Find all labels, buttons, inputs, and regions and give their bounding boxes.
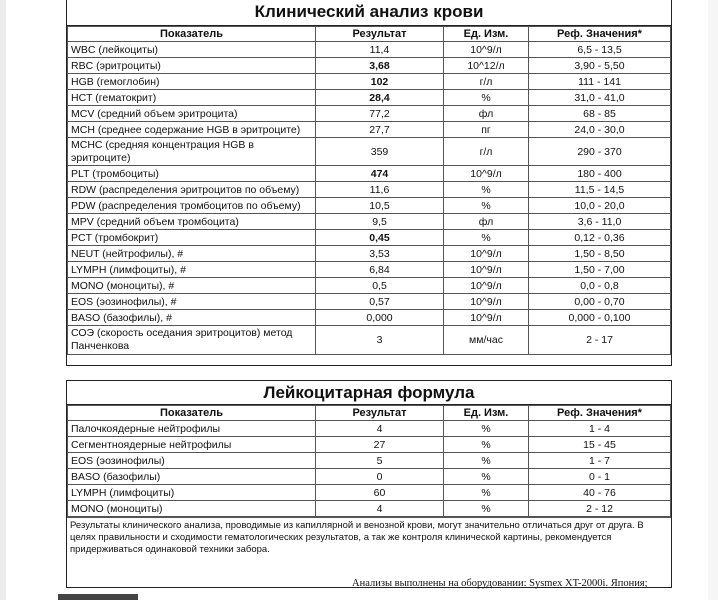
result-cell: 474 — [316, 166, 444, 182]
header-reference: Реф. Значения* — [529, 406, 671, 421]
cbc-section — [66, 0, 672, 366]
header-reference: Реф. Значения* — [529, 27, 671, 42]
result-cell: 9,5 — [316, 214, 444, 230]
leukocyte-table — [67, 405, 671, 517]
cbc-table-body — [68, 42, 671, 355]
table-row — [68, 58, 671, 74]
table-row — [68, 453, 671, 469]
result-cell: 0,5 — [316, 278, 444, 294]
reference-cell: 0,00 - 0,70 — [529, 294, 671, 310]
result-cell: 4 — [316, 421, 444, 437]
unit-cell: % — [444, 437, 529, 453]
indicator-cell: MCHC (средняя концентрация HGB в эритроците) — [68, 138, 316, 166]
table-row — [68, 469, 671, 485]
disclaimer-note: Результаты клинического анализа, проводимые из капиллярной и венозной крови, могут значительно отличаться друг от друга. В целях правильности и сходимости гематологических результатов, а так же контроля клинической картины, рекомендуется придерживаться одинаковой техники забора. — [67, 517, 671, 558]
page-right-edge — [708, 0, 718, 600]
reference-cell: 1 - 7 — [529, 453, 671, 469]
unit-cell: 10^9/л — [444, 310, 529, 326]
result-cell: 0 — [316, 469, 444, 485]
indicator-cell: MPV (средний объем тромбоцита) — [68, 214, 316, 230]
unit-cell: % — [444, 421, 529, 437]
table-row — [68, 214, 671, 230]
table-row — [68, 326, 671, 355]
result-cell: 3,68 — [316, 58, 444, 74]
unit-cell: % — [444, 182, 529, 198]
unit-cell: 10^9/л — [444, 166, 529, 182]
header-result: Результат — [316, 27, 444, 42]
leukocyte-section — [66, 380, 672, 588]
reference-cell: 0,12 - 0,36 — [529, 230, 671, 246]
table-row — [68, 122, 671, 138]
indicator-cell: MONO (моноциты), # — [68, 278, 316, 294]
indicator-cell: LYMPH (лимфоциты), # — [68, 262, 316, 278]
table-row — [68, 437, 671, 453]
result-cell: 0,57 — [316, 294, 444, 310]
reference-cell: 0 - 1 — [529, 469, 671, 485]
result-cell: 4 — [316, 501, 444, 517]
indicator-cell: EOS (эозинофилы), # — [68, 294, 316, 310]
unit-cell: 10^12/л — [444, 58, 529, 74]
cbc-header-row — [68, 27, 671, 42]
unit-cell: % — [444, 469, 529, 485]
unit-cell: % — [444, 501, 529, 517]
indicator-cell: RBC (эритроциты) — [68, 58, 316, 74]
reference-cell: 2 - 17 — [529, 326, 671, 355]
reference-cell: 15 - 45 — [529, 437, 671, 453]
unit-cell: 10^9/л — [444, 262, 529, 278]
indicator-cell: HCT (гематокрит) — [68, 90, 316, 106]
reference-cell: 31,0 - 41,0 — [529, 90, 671, 106]
indicator-cell: СОЭ (скорость оседания эритроцитов) метод Панченкова — [68, 326, 316, 355]
reference-cell: 3,90 - 5,50 — [529, 58, 671, 74]
header-indicator: Показатель — [68, 27, 316, 42]
result-cell: 28,4 — [316, 90, 444, 106]
table-row — [68, 182, 671, 198]
unit-cell: пг — [444, 122, 529, 138]
reference-cell: 3,6 - 11,0 — [529, 214, 671, 230]
reference-cell: 68 - 85 — [529, 106, 671, 122]
result-cell: 77,2 — [316, 106, 444, 122]
indicator-cell: PDW (распределения тромбоцитов по объему) — [68, 198, 316, 214]
indicator-cell: PLT (тромбоциты) — [68, 166, 316, 182]
result-cell: 11,6 — [316, 182, 444, 198]
indicator-cell: BASO (базофилы) — [68, 469, 316, 485]
unit-cell: мм/час — [444, 326, 529, 355]
reference-cell: 0,000 - 0,100 — [529, 310, 671, 326]
indicator-cell: MONO (моноциты) — [68, 501, 316, 517]
cbc-table — [67, 26, 671, 355]
result-cell: 60 — [316, 485, 444, 501]
result-cell: 3,53 — [316, 246, 444, 262]
header-result: Результат — [316, 406, 444, 421]
cut-off-logo — [58, 594, 138, 600]
unit-cell: 10^9/л — [444, 246, 529, 262]
reference-cell: 24,0 - 30,0 — [529, 122, 671, 138]
result-cell: 5 — [316, 453, 444, 469]
result-cell: 0,45 — [316, 230, 444, 246]
reference-cell: 1,50 - 7,00 — [529, 262, 671, 278]
reference-cell: 2 - 12 — [529, 501, 671, 517]
indicator-cell: PCT (тромбокрит) — [68, 230, 316, 246]
table-row — [68, 294, 671, 310]
indicator-cell: Сегментноядерные нейтрофилы — [68, 437, 316, 453]
unit-cell: % — [444, 90, 529, 106]
reference-cell: 0,0 - 0,8 — [529, 278, 671, 294]
result-cell: 359 — [316, 138, 444, 166]
unit-cell: % — [444, 198, 529, 214]
cbc-title: Клинический анализ крови — [67, 0, 671, 26]
unit-cell: 10^9/л — [444, 278, 529, 294]
indicator-cell: WBC (лейкоциты) — [68, 42, 316, 58]
table-row — [68, 278, 671, 294]
reference-cell: 6,5 - 13,5 — [529, 42, 671, 58]
table-row — [68, 485, 671, 501]
result-cell: 102 — [316, 74, 444, 90]
indicator-cell: RDW (распределения эритроцитов по объему) — [68, 182, 316, 198]
reference-cell: 11,5 - 14,5 — [529, 182, 671, 198]
reference-cell: 1 - 4 — [529, 421, 671, 437]
unit-cell: % — [444, 485, 529, 501]
table-row — [68, 198, 671, 214]
table-row — [68, 42, 671, 58]
reference-cell: 40 - 76 — [529, 485, 671, 501]
unit-cell: 10^9/л — [444, 294, 529, 310]
unit-cell: % — [444, 453, 529, 469]
header-unit: Ед. Изм. — [444, 406, 529, 421]
result-cell: 3 — [316, 326, 444, 355]
indicator-cell: MCV (средний объем эритроцита) — [68, 106, 316, 122]
table-row — [68, 106, 671, 122]
unit-cell: г/л — [444, 74, 529, 90]
result-cell: 11,4 — [316, 42, 444, 58]
indicator-cell: Палочкоядерные нейтрофилы — [68, 421, 316, 437]
table-row — [68, 246, 671, 262]
leukocyte-table-body — [68, 421, 671, 517]
table-row — [68, 90, 671, 106]
indicator-cell: LYMPH (лимфоциты) — [68, 485, 316, 501]
equipment-footer: Анализы выполнены на оборудовании: Sysmex XT-2000i. Япония; — [352, 578, 648, 589]
page-left-edge — [0, 0, 6, 600]
table-row — [68, 262, 671, 278]
result-cell: 27 — [316, 437, 444, 453]
unit-cell: г/л — [444, 138, 529, 166]
unit-cell: фл — [444, 214, 529, 230]
table-row — [68, 138, 671, 166]
unit-cell: 10^9/л — [444, 42, 529, 58]
reference-cell: 10,0 - 20,0 — [529, 198, 671, 214]
result-cell: 0,000 — [316, 310, 444, 326]
indicator-cell: HGB (гемоглобин) — [68, 74, 316, 90]
reference-cell: 111 - 141 — [529, 74, 671, 90]
indicator-cell: NEUT (нейтрофилы), # — [68, 246, 316, 262]
result-cell: 27,7 — [316, 122, 444, 138]
table-row — [68, 166, 671, 182]
result-cell: 6,84 — [316, 262, 444, 278]
table-row — [68, 310, 671, 326]
result-cell: 10,5 — [316, 198, 444, 214]
table-row — [68, 230, 671, 246]
indicator-cell: EOS (эозинофилы) — [68, 453, 316, 469]
header-indicator: Показатель — [68, 406, 316, 421]
header-unit: Ед. Изм. — [444, 27, 529, 42]
table-row — [68, 74, 671, 90]
indicator-cell: BASO (базофилы), # — [68, 310, 316, 326]
unit-cell: фл — [444, 106, 529, 122]
reference-cell: 180 - 400 — [529, 166, 671, 182]
table-row — [68, 501, 671, 517]
reference-cell: 1,50 - 8,50 — [529, 246, 671, 262]
indicator-cell: MCH (среднее содержание HGB в эритроците) — [68, 122, 316, 138]
leukocyte-title: Лейкоцитарная формула — [67, 381, 671, 405]
table-row — [68, 421, 671, 437]
reference-cell: 290 - 370 — [529, 138, 671, 166]
leukocyte-header-row — [68, 406, 671, 421]
unit-cell: % — [444, 230, 529, 246]
